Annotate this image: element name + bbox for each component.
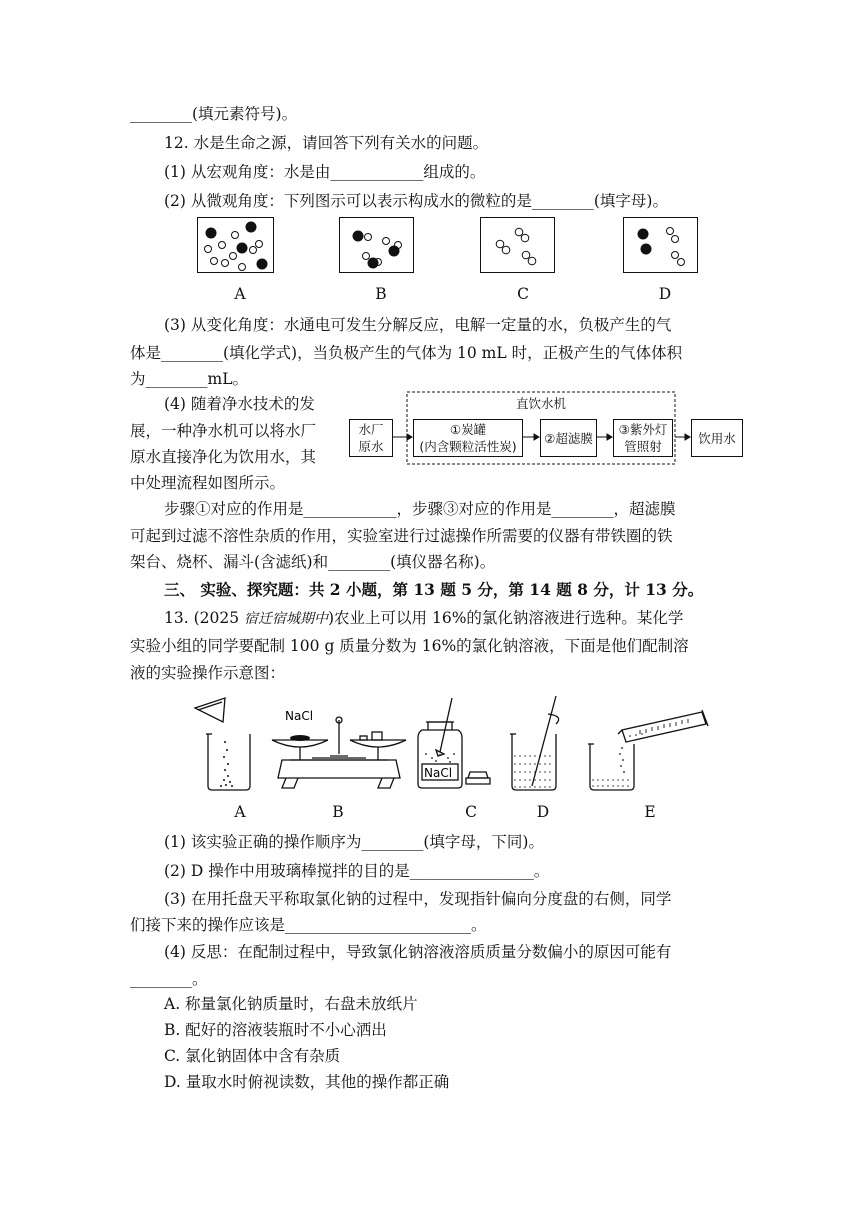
svg-text:NaCl: NaCl [424, 766, 453, 780]
flow-step-3-box [613, 419, 673, 457]
flow-step-2-box [540, 419, 597, 457]
question-13-stem-line-2: 实验小组的同学要配制 100 g 质量分数为 16%的氯化钠溶液，下面是他们配制溶 [130, 637, 689, 655]
particle-label-a: A [234, 285, 246, 303]
question-13-number: 13. (2025 [164, 609, 244, 627]
particle-diagram-c [480, 217, 555, 273]
experiment-diagram [190, 692, 720, 802]
flow-source-line-2: 原水 [358, 439, 384, 454]
question-12-part-3-line-3: 为________mL。 [130, 370, 248, 388]
flow-source-box [349, 419, 393, 457]
option-b: B. 配好的溶液装瓶时不小心洒出 [164, 1021, 387, 1039]
particle-diagram-d [623, 217, 698, 273]
beaker-d-icon [510, 696, 559, 790]
flow-output-box [691, 419, 743, 457]
flow-step-1-box [413, 419, 523, 457]
question-13-part-3-line-1: (3) 在用托盘天平称取氯化钠的过程中，发现指针偏向分度盘的右侧，同学 [164, 890, 672, 908]
question-13-part-1: (1) 该实验正确的操作顺序为________(填字母，下同)。 [164, 833, 544, 851]
svg-text:NaCl: NaCl [285, 709, 314, 723]
question-13-part-4-line-1: (4) 反思：在配制过程中，导致氯化钠溶液溶质质量分数偏小的原因可能有 [164, 943, 672, 961]
experiment-label-a: A [234, 803, 246, 821]
water-flow-diagram [345, 390, 745, 468]
experiment-label-b: B [332, 803, 344, 821]
experiment-label-d: D [536, 803, 550, 821]
flow-step-3-line-1: ③紫外灯 [618, 422, 668, 437]
flow-step-3-line-2: 管照射 [624, 439, 662, 454]
question-12-part-3-line-1: (3) 从变化角度：水通电可发生分解反应，电解一定量的水，负极产生的气 [164, 316, 672, 334]
question-13-part-2: (2) D 操作中用玻璃棒搅拌的目的是________________。 [164, 862, 550, 880]
experiment-label-e: E [644, 803, 656, 821]
answer-blank-line: ________(填元素符号)。 [130, 105, 298, 123]
question-12-part-4-line-6: 可起到过滤不溶性杂质的作用，实验室进行过滤操作所需要的仪器有带铁圈的铁 [130, 527, 673, 545]
question-13-source: 宿迁宿城期中 [244, 611, 328, 627]
question-12-part-2: (2) 从微观角度：下列图示可以表示构成水的微粒的是________(填字母)。 [164, 192, 668, 210]
cylinder-e-icon [588, 710, 708, 790]
question-12-stem: 12. 水是生命之源，请回答下列有关水的问题。 [164, 134, 489, 152]
particle-label-b: B [375, 285, 387, 303]
flow-title: 直饮水机 [515, 396, 566, 411]
question-12-part-4-line-3: 原水直接净化为饮用水，其 [130, 448, 317, 466]
flow-step-1-line-1: ①炭罐 [449, 422, 487, 437]
flow-step-2-label: ②超滤膜 [544, 430, 593, 446]
question-13-stem-text: )农业上可以用 16%的氯化钠溶液进行选种。某化学 [328, 609, 684, 627]
option-a: A. 称量氯化钠质量时，右盘未放纸片 [164, 995, 418, 1013]
question-12-part-4-line-4: 中处理流程如图所示。 [130, 474, 286, 492]
question-13-part-4-line-2: ________。 [130, 970, 208, 988]
flow-step-1-line-2: (内含颗粒活性炭) [419, 439, 517, 454]
question-12-part-4-line-7: 架台、烧杯、漏斗(含滤纸)和________(填仪器名称)。 [130, 553, 496, 571]
particle-diagram-b [339, 217, 414, 273]
particle-diagram-a [197, 217, 274, 273]
question-12-part-4-line-2: 展，一种净水机可以将水厂 [130, 422, 317, 440]
question-13-part-3-line-2: 们接下来的操作应该是________________________。 [130, 916, 487, 934]
beaker-a-icon [195, 698, 250, 790]
particle-label-c: C [517, 285, 529, 303]
section-3-heading: 三、 实验、探究题：共 2 小题，第 13 题 5 分，第 14 题 8 分，计 13 分。 [164, 580, 704, 599]
question-12-part-3-line-2: 体是________(填化学式)，当负极产生的气体为 10 mL 时，正极产生的气体体积 [130, 344, 683, 362]
question-12-part-4-line-1: (4) 随着净水技术的发 [164, 395, 315, 413]
question-12-part-1: (1) 从宏观角度：水是由____________组成的。 [164, 163, 486, 181]
question-12-part-4-line-5: 步骤①对应的作用是____________，步骤③对应的作用是________，超滤膜 [164, 500, 676, 518]
flow-output-label: 饮用水 [698, 430, 736, 446]
flow-source-line-1: 水厂 [358, 422, 384, 437]
question-13-stem-line-1 [164, 607, 683, 630]
particle-label-d: D [658, 285, 672, 303]
balance-b-icon [272, 717, 406, 788]
question-13-stem-line-3: 液的实验操作示意图： [130, 664, 286, 682]
option-c: C. 氯化钠固体中含有杂质 [164, 1047, 341, 1065]
experiment-label-c: C [465, 803, 477, 821]
option-d: D. 量取水时俯视读数，其他的操作都正确 [164, 1073, 450, 1091]
